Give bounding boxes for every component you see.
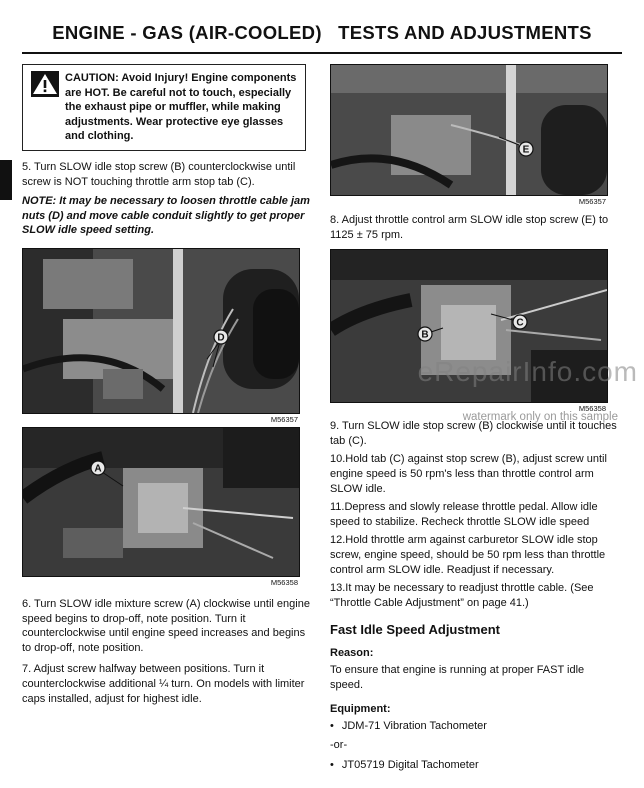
page-title: ENGINE - GAS (AIR-COOLED) TESTS AND ADJUSTMENTS [52,22,592,43]
step-13: 13.It may be necessary to readjust throttle cable. (See “Throttle Cable Adjustment” on page 41.) [330,582,594,609]
step-5: 5. Turn SLOW idle stop screw (B) counterclockwise until screw is NOT touching throttle arm stop tab (C). [22,160,296,188]
photo-throttle-cable [22,248,300,414]
step-11: 11.Depress and slowly release throttle pedal. Allow idle speed to stabilize. Recheck throttle SLOW idle speed [330,501,598,528]
step-6: 6. Turn SLOW idle mixture screw (A) clockwise until engine speed begins to drop-off, note position. Turn it counterclockwise until engine speed increases and begins to drop-off, note position. [22,597,310,654]
step-12: 12.Hold throttle arm against carburetor SLOW idle stop screw, engine speed, should be 50 rpm less than throttle control arm SLOW idle. Readjust if necessary. [330,534,606,576]
step-8: 8. Adjust throttle control arm SLOW idle stop screw (E) to 1125 ± 75 rpm. [330,214,609,241]
step-7: 7. Adjust screw halfway between positions. Turn it counterclockwise additional ¼ turn. On models with limiter caps installed, adjust for highest idle. [22,663,305,705]
bullet-icon: • [330,719,334,732]
figure-code-3: M56357 [578,197,606,206]
watermark-sample-note: watermark only on this sample [462,411,618,423]
page-header [0,0,644,60]
equipment-item [330,758,620,773]
equipment-label: Equipment: [330,702,391,715]
caution-box [22,64,306,151]
equipment-item-label: JDM-71 Vibration Tachometer [341,719,487,732]
callout-d: D [217,332,225,344]
equipment-item-label: JT05719 Digital Tachometer [341,758,479,771]
step-10: 10.Hold tab (C) against stop screw (B), adjust screw until engine speed is 50 rpm's less than throttle control arm SLOW idle. [330,453,607,495]
equipment-or: -or- [330,739,348,752]
callout-c: C [516,317,524,329]
caution-text: CAUTION: Avoid Injury! Engine components are HOT. Be careful not to touch, especially the exhaust pipe or muffler, while making adjustments. Wear protective eye glasses and clothing. [65,72,297,143]
callout-e: E [522,144,530,156]
header-rule [22,52,622,54]
figure-code-2: M56358 [270,577,298,587]
reason-text: To ensure that engine is running at proper FAST idle speed. [330,664,585,691]
watermark-site: eRepairInfo.com [417,356,638,387]
equipment-item [330,719,620,734]
note-throttle-cable: NOTE: It may be necessary to loosen throttle cable jam nuts (D) and move cable conduit slightly to get proper SLOW idle speed setting. [22,195,310,237]
callout-a: A [94,463,102,475]
section-heading-fast-idle: Fast Idle Speed Adjustment [330,622,500,638]
figure-code-1: M56357 [270,414,298,424]
section-tab-marker [0,160,12,200]
warning-triangle-icon [31,71,59,97]
reason-label: Reason: [330,647,374,660]
figure-code-4: M56358 [578,404,606,414]
callout-b: B [421,329,429,341]
bullet-icon: • [330,758,334,771]
left-column [22,64,312,706]
photo-carburetor-mixture [22,427,300,577]
photo-throttle-arm [330,64,608,196]
step-9: 9. Turn SLOW idle stop screw (B) clockwise until it touches tab (C). [330,420,617,447]
